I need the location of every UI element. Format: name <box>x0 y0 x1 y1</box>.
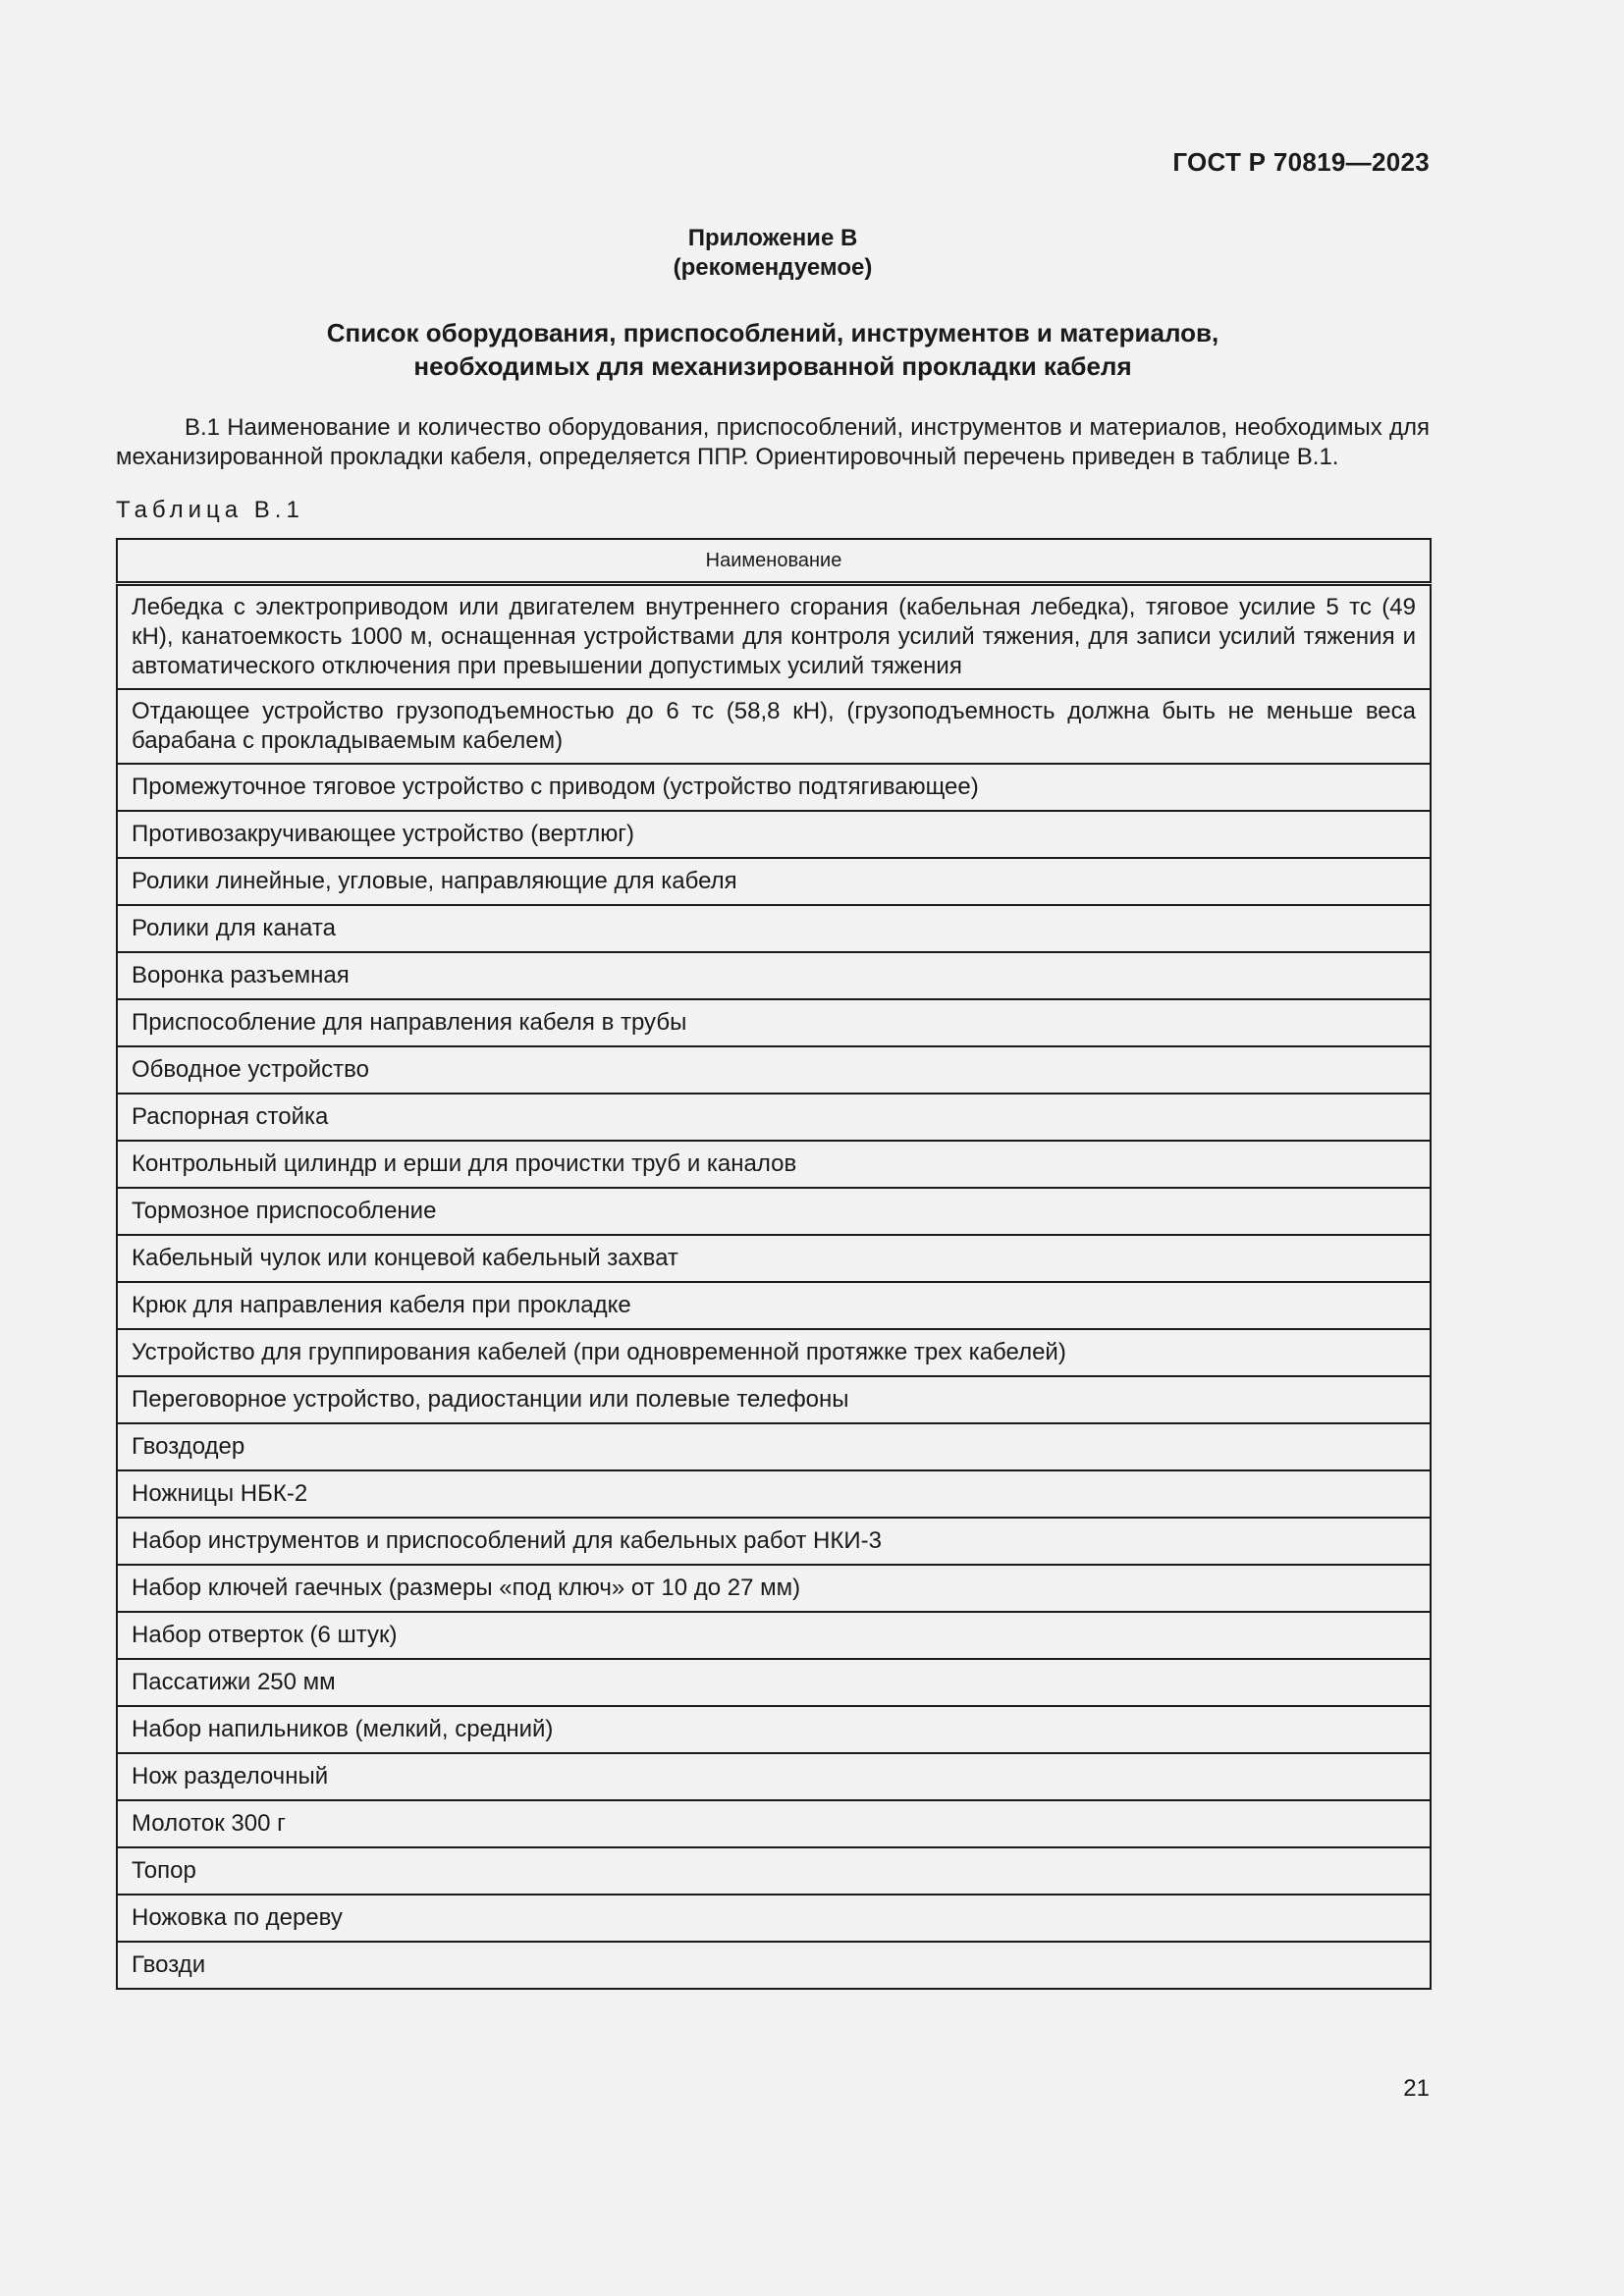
table-header-row <box>117 539 1431 584</box>
table-row <box>117 1518 1431 1565</box>
table-cell: Ролики для каната <box>117 905 1431 952</box>
table-cell: Противозакручивающее устройство (вертлюг) <box>117 811 1431 858</box>
table-row <box>117 689 1431 764</box>
table-row <box>117 764 1431 811</box>
table-row <box>117 1847 1431 1895</box>
table-cell: Набор инструментов и приспособлений для кабельных работ НКИ-3 <box>117 1518 1431 1565</box>
table-cell: Ролики линейные, угловые, направляющие для кабеля <box>117 858 1431 905</box>
table-cell: Топор <box>117 1847 1431 1895</box>
table-row <box>117 1706 1431 1753</box>
table-cell: Воронка разъемная <box>117 952 1431 999</box>
intro-paragraph: В.1 Наименование и количество оборудования, приспособлений, инструментов и материалов, необходимых для механизированной прокладки кабеля, определяется ППР. Ориентировочный перечень приведен в таблице В.1. <box>116 414 1430 470</box>
table-body <box>117 584 1431 1990</box>
table-row <box>117 1376 1431 1423</box>
table-row <box>117 1329 1431 1376</box>
table-row <box>117 1046 1431 1094</box>
table-row <box>117 1659 1431 1706</box>
section-title-line-1: Список оборудования, приспособлений, инструментов и материалов, <box>326 318 1219 347</box>
table-cell: Кабельный чулок или концевой кабельный захват <box>117 1235 1431 1282</box>
table-row <box>117 811 1431 858</box>
appendix-title: Приложение В <box>687 225 858 251</box>
table-cell: Переговорное устройство, радиостанции или полевые телефоны <box>117 1376 1431 1423</box>
table-cell: Молоток 300 г <box>117 1800 1431 1847</box>
table-row <box>117 1235 1431 1282</box>
table-cell: Устройство для группирования кабелей (при одновременной протяжке трех кабелей) <box>117 1329 1431 1376</box>
table-row <box>117 1942 1431 1989</box>
table-cell: Распорная стойка <box>117 1094 1431 1141</box>
table-row <box>117 1141 1431 1188</box>
table-row <box>117 1423 1431 1470</box>
table-row <box>117 1188 1431 1235</box>
table-row <box>117 1612 1431 1659</box>
table-row <box>117 999 1431 1046</box>
equipment-table <box>116 538 1432 1990</box>
table-cell: Набор отверток (6 штук) <box>117 1612 1431 1659</box>
table-cell: Набор ключей гаечных (размеры «под ключ» от 10 до 27 мм) <box>117 1565 1431 1612</box>
document-code: ГОСТ Р 70819—2023 <box>1172 147 1430 177</box>
table-cell: Промежуточное тяговое устройство с приводом (устройство подтягивающее) <box>117 764 1431 811</box>
table-row <box>117 1800 1431 1847</box>
table-cell: Приспособление для направления кабеля в трубы <box>117 999 1431 1046</box>
table-row <box>117 1470 1431 1518</box>
section-title <box>0 316 1545 383</box>
table-cell: Ножовка по дереву <box>117 1895 1431 1942</box>
table-cell: Гвоздодер <box>117 1423 1431 1470</box>
table-row <box>117 1753 1431 1800</box>
table-cell: Контрольный цилиндр и ерши для прочистки труб и каналов <box>117 1141 1431 1188</box>
table-cell: Набор напильников (мелкий, средний) <box>117 1706 1431 1753</box>
table-cell: Нож разделочный <box>117 1753 1431 1800</box>
table-row <box>117 858 1431 905</box>
table-row <box>117 584 1431 690</box>
table-row <box>117 952 1431 999</box>
table-row <box>117 905 1431 952</box>
section-title-line-2: необходимых для механизированной прокладки кабеля <box>413 351 1132 381</box>
table-cell: Ножницы НБК-2 <box>117 1470 1431 1518</box>
table-row <box>117 1895 1431 1942</box>
table-cell: Обводное устройство <box>117 1046 1431 1094</box>
table-cell: Тормозное приспособление <box>117 1188 1431 1235</box>
table-cell: Крюк для направления кабеля при прокладке <box>117 1282 1431 1329</box>
appendix-status: (рекомендуемое) <box>673 254 873 281</box>
appendix-heading <box>0 224 1545 283</box>
table-row <box>117 1565 1431 1612</box>
column-header-name: Наименование <box>117 539 1431 584</box>
table-row <box>117 1094 1431 1141</box>
table-cell: Лебедка с электроприводом или двигателем внутреннего сгорания (кабельная лебедка), тяговое усилие 5 тс (49 кН), канатоемкость 1000 м, оснащенная устройствами для контроля усилий тяжения, для записи усилий тяжения и автоматического отключения при превышении допустимых усилий тяжения <box>117 584 1431 690</box>
page-number: 21 <box>1403 2075 1430 2102</box>
table-row <box>117 1282 1431 1329</box>
table-cell: Пассатижи 250 мм <box>117 1659 1431 1706</box>
table-cell: Гвозди <box>117 1942 1431 1989</box>
table-cell: Отдающее устройство грузоподъемностью до 6 тс (58,8 кН), (грузоподъемность должна быть не меньше веса барабана с прокладываемым кабелем) <box>117 689 1431 764</box>
table-label: Таблица В.1 <box>116 497 304 523</box>
